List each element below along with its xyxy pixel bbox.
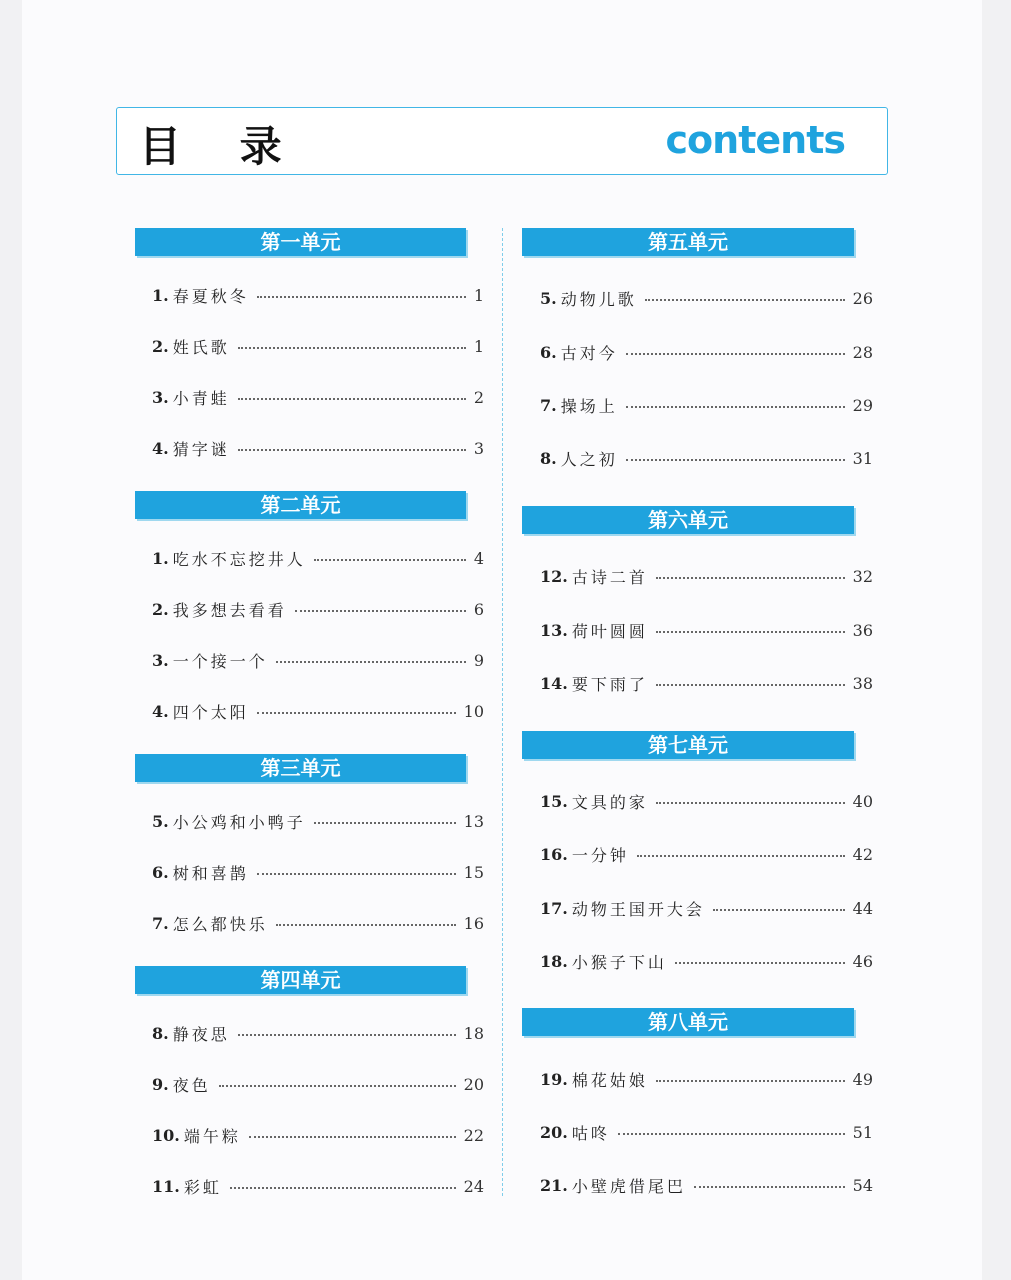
dot-leader <box>626 406 845 408</box>
toc-entry[interactable] <box>152 911 484 935</box>
toc-entry[interactable] <box>540 340 873 364</box>
dot-leader <box>257 296 466 298</box>
toc-entry[interactable] <box>540 564 873 588</box>
toc-entry[interactable] <box>152 1123 484 1147</box>
lesson-title: 一分钟 <box>571 845 629 865</box>
lesson-number: 8. <box>152 1023 169 1043</box>
toc-entry[interactable] <box>152 809 484 833</box>
toc-entry[interactable] <box>152 699 484 723</box>
unit-heading: 第三单元 <box>135 754 466 782</box>
page-number: 44 <box>852 898 873 918</box>
lesson-title: 静夜思 <box>172 1024 230 1044</box>
lesson-title: 要下雨了 <box>571 674 648 694</box>
page-number: 28 <box>852 342 873 362</box>
dot-leader <box>219 1085 456 1087</box>
page-subtitle: contents <box>665 118 845 162</box>
dot-leader <box>645 299 845 301</box>
dot-leader <box>314 559 466 561</box>
page-number: 29 <box>852 395 873 415</box>
lesson-number: 4. <box>152 701 169 721</box>
page-number: 38 <box>852 673 873 693</box>
lesson-title: 小公鸡和小鸭子 <box>172 812 306 832</box>
toc-entry[interactable] <box>540 1173 873 1197</box>
dot-leader <box>238 398 466 400</box>
toc-header <box>116 107 888 175</box>
dot-leader <box>656 684 845 686</box>
dot-leader <box>656 631 845 633</box>
lesson-number: 16. <box>540 844 568 864</box>
page-number: 18 <box>463 1023 484 1043</box>
dot-leader <box>257 712 456 714</box>
page-number: 3 <box>473 438 484 458</box>
toc-entry[interactable] <box>152 1174 484 1198</box>
lesson-title: 怎么都快乐 <box>172 914 268 934</box>
lesson-number: 7. <box>540 395 557 415</box>
lesson-number: 12. <box>540 566 568 586</box>
toc-entry[interactable] <box>152 546 484 570</box>
lesson-title: 姓氏歌 <box>172 337 230 357</box>
lesson-number: 19. <box>540 1069 568 1089</box>
dot-leader <box>230 1187 456 1189</box>
lesson-title: 操场上 <box>560 396 618 416</box>
lesson-title: 古诗二首 <box>571 567 648 587</box>
lesson-number: 2. <box>152 336 169 356</box>
lesson-number: 15. <box>540 791 568 811</box>
page-number: 10 <box>463 701 484 721</box>
dot-leader <box>656 802 845 804</box>
page-number: 51 <box>852 1122 873 1142</box>
toc-entry[interactable] <box>152 1021 484 1045</box>
page-number: 49 <box>852 1069 873 1089</box>
lesson-number: 17. <box>540 898 568 918</box>
lesson-number: 2. <box>152 599 169 619</box>
lesson-title: 夜色 <box>172 1075 211 1095</box>
toc-entry[interactable] <box>540 446 873 470</box>
unit-heading: 第一单元 <box>135 228 466 256</box>
toc-entry[interactable] <box>152 597 484 621</box>
dot-leader <box>295 610 466 612</box>
unit-heading: 第六单元 <box>522 506 854 534</box>
unit-heading: 第八单元 <box>522 1008 854 1036</box>
lesson-title: 小猴子下山 <box>571 952 667 972</box>
toc-entry[interactable] <box>152 334 484 358</box>
lesson-title: 小青蛙 <box>172 388 230 408</box>
lesson-number: 11. <box>152 1176 180 1196</box>
dot-leader <box>694 1186 845 1188</box>
lesson-title: 小壁虎借尾巴 <box>571 1176 686 1196</box>
lesson-title: 荷叶圆圆 <box>571 621 648 641</box>
lesson-number: 10. <box>152 1125 180 1145</box>
lesson-number: 21. <box>540 1175 568 1195</box>
page-number: 31 <box>852 448 873 468</box>
page-number: 26 <box>852 288 873 308</box>
toc-entry[interactable] <box>540 949 873 973</box>
page-number: 20 <box>463 1074 484 1094</box>
lesson-title: 古对今 <box>560 343 618 363</box>
dot-leader <box>618 1133 845 1135</box>
toc-entry[interactable] <box>540 842 873 866</box>
page-number: 40 <box>852 791 873 811</box>
toc-entry[interactable] <box>540 393 873 417</box>
page-number: 36 <box>852 620 873 640</box>
toc-entry[interactable] <box>152 648 484 672</box>
toc-entry[interactable] <box>540 896 873 920</box>
lesson-title: 咕咚 <box>571 1123 610 1143</box>
dot-leader <box>257 873 456 875</box>
lesson-title: 端午粽 <box>183 1126 241 1146</box>
lesson-number: 7. <box>152 913 169 933</box>
unit-heading: 第四单元 <box>135 966 466 994</box>
toc-entry[interactable] <box>540 671 873 695</box>
dot-leader <box>276 924 456 926</box>
lesson-number: 3. <box>152 650 169 670</box>
toc-entry[interactable] <box>540 1067 873 1091</box>
page-number: 32 <box>852 566 873 586</box>
page-number: 6 <box>473 599 484 619</box>
page-number: 54 <box>852 1175 873 1195</box>
column-divider <box>502 228 503 1196</box>
toc-entry[interactable] <box>540 618 873 642</box>
page-number: 1 <box>473 285 484 305</box>
lesson-title: 人之初 <box>560 449 618 469</box>
dot-leader <box>713 909 845 911</box>
page-number: 15 <box>463 862 484 882</box>
page-number: 46 <box>852 951 873 971</box>
lesson-number: 1. <box>152 548 169 568</box>
lesson-number: 20. <box>540 1122 568 1142</box>
dot-leader <box>249 1136 456 1138</box>
toc-entry[interactable] <box>152 385 484 409</box>
page-number: 42 <box>852 844 873 864</box>
lesson-number: 9. <box>152 1074 169 1094</box>
dot-leader <box>675 962 845 964</box>
page-number: 4 <box>473 548 484 568</box>
lesson-number: 8. <box>540 448 557 468</box>
toc-entry[interactable] <box>540 286 873 310</box>
lesson-title: 动物儿歌 <box>560 289 637 309</box>
lesson-title: 吃水不忘挖井人 <box>172 549 306 569</box>
page-number: 13 <box>463 811 484 831</box>
toc-entry[interactable] <box>540 789 873 813</box>
dot-leader <box>238 1034 456 1036</box>
toc-entry[interactable] <box>152 283 484 307</box>
unit-heading: 第二单元 <box>135 491 466 519</box>
page-number: 1 <box>473 336 484 356</box>
lesson-title: 树和喜鹊 <box>172 863 249 883</box>
page-number: 22 <box>463 1125 484 1145</box>
unit-heading: 第七单元 <box>522 731 854 759</box>
lesson-title: 一个接一个 <box>172 651 268 671</box>
lesson-number: 5. <box>540 288 557 308</box>
lesson-number: 1. <box>152 285 169 305</box>
dot-leader <box>626 353 845 355</box>
lesson-number: 18. <box>540 951 568 971</box>
page-number: 9 <box>473 650 484 670</box>
lesson-title: 四个太阳 <box>172 702 249 722</box>
page-number: 2 <box>473 387 484 407</box>
dot-leader <box>656 577 845 579</box>
toc-entry[interactable] <box>152 1072 484 1096</box>
lesson-number: 6. <box>152 862 169 882</box>
page-title: 目 录 <box>139 122 304 171</box>
page-number: 16 <box>463 913 484 933</box>
lesson-number: 4. <box>152 438 169 458</box>
lesson-title: 棉花姑娘 <box>571 1070 648 1090</box>
lesson-number: 6. <box>540 342 557 362</box>
unit-heading: 第五单元 <box>522 228 854 256</box>
lesson-number: 5. <box>152 811 169 831</box>
dot-leader <box>314 822 456 824</box>
dot-leader <box>637 855 845 857</box>
dot-leader <box>238 449 466 451</box>
lesson-number: 14. <box>540 673 568 693</box>
dot-leader <box>238 347 466 349</box>
lesson-title: 文具的家 <box>571 792 648 812</box>
lesson-title: 春夏秋冬 <box>172 286 249 306</box>
lesson-title: 彩虹 <box>183 1177 222 1197</box>
dot-leader <box>626 459 845 461</box>
lesson-number: 3. <box>152 387 169 407</box>
dot-leader <box>656 1080 845 1082</box>
lesson-title: 猜字谜 <box>172 439 230 459</box>
page-number: 24 <box>463 1176 484 1196</box>
dot-leader <box>276 661 466 663</box>
toc-entry[interactable] <box>152 860 484 884</box>
toc-entry[interactable] <box>540 1120 873 1144</box>
lesson-title: 动物王国开大会 <box>571 899 705 919</box>
lesson-number: 13. <box>540 620 568 640</box>
lesson-title: 我多想去看看 <box>172 600 287 620</box>
toc-entry[interactable] <box>152 436 484 460</box>
